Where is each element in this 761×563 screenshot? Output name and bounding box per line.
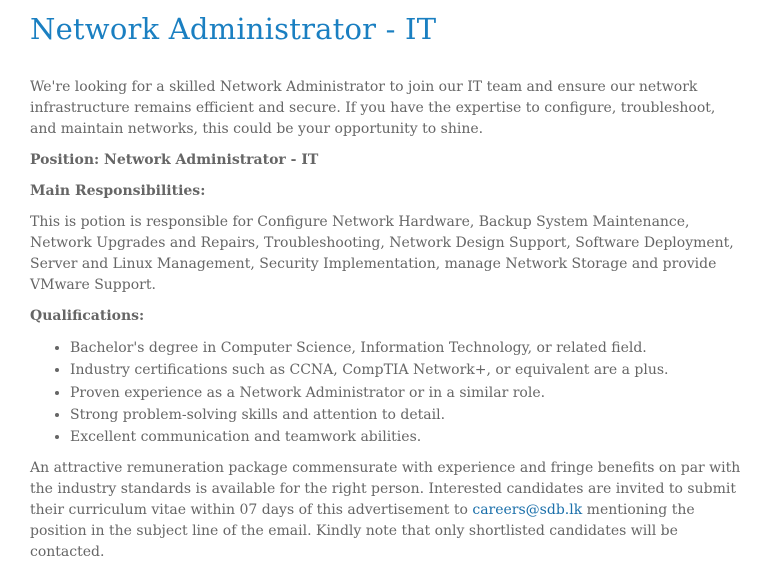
page-title: Network Administrator - IT: [30, 12, 437, 46]
responsibilities-paragraph: This is potion is responsible for Configure Network Hardware, Backup System Maintenance, Network Upgrades and Repairs, Troubleshooting, Network Design Support, Software Deployment, Server and Linux Management, Security Implementation, manage Network Storage and provide VMware Support.: [30, 214, 734, 293]
closing-text-before-email: An attractive remuneration package commensurate with experience and fringe benefits on par with the industry standards is available for the right person. Interested candidates are invited to submit their curriculum vitae within 07 days of this advertisement to: [30, 460, 741, 519]
position-label: Position: Network Administrator - IT: [30, 152, 319, 168]
qualification-item: • Industry certifications such as CCNA, CompTIA Network+, or equivalent are a plus.: [70, 359, 743, 381]
qualification-item: • Excellent communication and teamwork abilities.: [70, 426, 743, 448]
responsibilities-heading: Main Responsibilities:: [30, 183, 206, 199]
qualifications-heading: Qualifications:: [30, 308, 145, 324]
qualification-item: • Strong problem-solving skills and attention to detail.: [70, 404, 743, 426]
qualification-item: • Bachelor's degree in Computer Science, Information Technology, or related field.: [70, 337, 743, 359]
qualifications-list: [30, 337, 743, 448]
closing-paragraph: [30, 458, 743, 563]
qualification-item: • Proven experience as a Network Administrator or in a similar role.: [70, 382, 743, 404]
closing-text-after-email: mentioning the position in the subject line of the email. Kindly note that only shortlisted candidates will be contacted.: [30, 502, 695, 561]
intro-paragraph: We're looking for a skilled Network Administrator to join our IT team and ensure our network infrastructure remains efficient and secure. If you have the expertise to configure, troubleshoot, and maintain networks, this could be your opportunity to shine.: [30, 79, 716, 137]
careers-email-link[interactable]: careers@sdb.lk: [472, 502, 583, 519]
